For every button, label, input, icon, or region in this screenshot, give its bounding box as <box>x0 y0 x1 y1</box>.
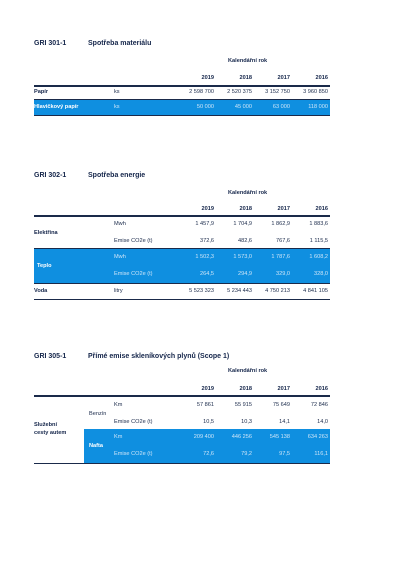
value-cell: 482,6 <box>238 238 252 244</box>
year-header: 2017 <box>277 206 290 212</box>
row-unit: ks <box>114 104 120 110</box>
group-label: Služební <box>34 422 57 428</box>
table-bottom-rule <box>34 463 330 464</box>
section-code: GRI 305-1 <box>34 353 67 360</box>
group-label: Elektřina <box>34 230 58 236</box>
year-header: 2017 <box>277 386 290 392</box>
value-cell: 97,5 <box>279 451 290 457</box>
value-cell: 14,1 <box>279 419 290 425</box>
value-cell: 545 138 <box>269 434 290 440</box>
year-header: 2018 <box>239 386 252 392</box>
year-header: 2018 <box>239 75 252 81</box>
value-cell: 2 598 700 <box>189 89 214 95</box>
value-cell: 372,6 <box>200 238 214 244</box>
row-unit: Km <box>114 402 123 408</box>
subgroup-label: Benzín <box>89 411 107 417</box>
row-unit: Km <box>114 434 123 440</box>
value-cell: 1 457,9 <box>195 221 214 227</box>
row-unit: Emise CO2e (t) <box>114 451 153 457</box>
value-cell: 72 846 <box>310 402 328 408</box>
value-cell: 1 573,0 <box>233 254 252 260</box>
row-unit: Mwh <box>114 221 126 227</box>
year-header: 2016 <box>315 75 328 81</box>
gri-301-section <box>34 40 330 120</box>
section-code: GRI 302-1 <box>34 172 67 179</box>
value-cell: 1 787,6 <box>271 254 290 260</box>
value-cell: 634 263 <box>307 434 328 440</box>
value-cell: 75 649 <box>272 402 290 408</box>
year-header: 2016 <box>315 206 328 212</box>
section-heading <box>34 172 330 184</box>
row-unit: ks <box>114 89 120 95</box>
value-cell: 63 000 <box>272 104 290 110</box>
group-label: Teplo <box>37 263 52 269</box>
value-cell: 116,1 <box>314 451 328 457</box>
year-header: 2019 <box>201 206 214 212</box>
table-bottom-rule <box>34 299 330 300</box>
value-cell: 1 608,2 <box>309 254 328 260</box>
header-rule <box>34 85 330 87</box>
value-cell: 3 152 750 <box>265 89 290 95</box>
section-heading <box>34 353 330 365</box>
row-unit: Emise CO2e (t) <box>114 419 153 425</box>
value-cell: 14,0 <box>317 419 328 425</box>
period-label: Kalendářní rok <box>228 368 268 374</box>
section-title: Spotřeba materiálu <box>88 40 152 47</box>
value-cell: 446 256 <box>231 434 252 440</box>
year-header: 2018 <box>239 206 252 212</box>
value-cell: 3 960 850 <box>303 89 328 95</box>
row-unit: litry <box>114 288 123 294</box>
value-cell: 1 115,5 <box>309 238 328 244</box>
value-cell: 45 000 <box>234 104 252 110</box>
value-cell: 118 000 <box>308 104 328 110</box>
value-cell: 10,5 <box>203 419 214 425</box>
row-label: Hlavičkový papír <box>34 104 79 110</box>
section-heading <box>34 40 330 52</box>
year-header: 2019 <box>201 75 214 81</box>
row-label: Papír <box>34 89 48 95</box>
group-label: cesty autem <box>34 430 67 436</box>
value-cell: 4 750 213 <box>265 288 290 294</box>
row-unit: Emise CO2e (t) <box>114 238 153 244</box>
row-unit: Mwh <box>114 254 126 260</box>
value-cell: 10,3 <box>241 419 252 425</box>
value-cell: 328,0 <box>314 271 328 277</box>
period-label: Kalendářní rok <box>228 190 268 196</box>
value-cell: 209 400 <box>193 434 214 440</box>
group-label: Voda <box>34 288 48 294</box>
value-cell: 1 704,9 <box>233 221 252 227</box>
row-unit: Emise CO2e (t) <box>114 271 153 277</box>
value-cell: 294,9 <box>238 271 252 277</box>
gri-305-section <box>34 353 330 465</box>
row-divider <box>34 283 330 284</box>
period-label: Kalendářní rok <box>228 58 268 64</box>
value-cell: 1 502,3 <box>195 254 214 260</box>
value-cell: 5 523 323 <box>189 288 214 294</box>
year-header: 2017 <box>277 75 290 81</box>
value-cell: 55 915 <box>234 402 252 408</box>
value-cell: 2 520 375 <box>227 89 252 95</box>
header-rule <box>34 395 330 397</box>
value-cell: 264,5 <box>200 271 214 277</box>
year-header: 2019 <box>201 386 214 392</box>
gri-302-section <box>34 172 330 304</box>
value-cell: 767,6 <box>276 238 290 244</box>
value-cell: 57 861 <box>196 402 214 408</box>
value-cell: 5 234 443 <box>227 288 252 294</box>
value-cell: 72,6 <box>203 451 214 457</box>
section-title: Spotřeba energie <box>88 172 146 179</box>
value-cell: 4 841 105 <box>303 288 328 294</box>
subgroup-label: Nafta <box>89 443 103 449</box>
value-cell: 79,2 <box>241 451 252 457</box>
table-bottom-rule <box>34 115 330 116</box>
value-cell: 1 862,9 <box>271 221 290 227</box>
value-cell: 1 883,6 <box>309 221 328 227</box>
section-code: GRI 301-1 <box>34 40 67 47</box>
value-cell: 50 000 <box>196 104 214 110</box>
section-title: Přímé emise skleníkových plynů (Scope 1) <box>88 353 230 360</box>
header-rule <box>34 215 330 217</box>
year-header: 2016 <box>315 386 328 392</box>
value-cell: 329,0 <box>276 271 290 277</box>
